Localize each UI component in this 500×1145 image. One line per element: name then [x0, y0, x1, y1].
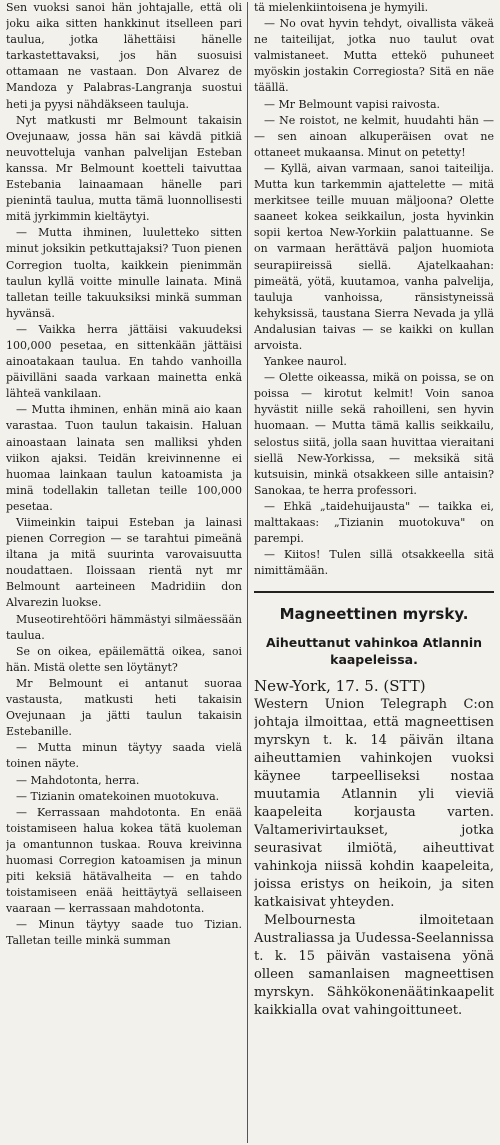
- article-headline: Magneettinen myrsky.: [279, 605, 469, 624]
- article-dateline: New-York, 17. 5. (STT): [254, 677, 426, 696]
- paragraph: — Vaikka herra jättäisi vakuudeksi 100,000 pesetaa, en sittenkään jättäisi ainoatakaan taulua. En tahdo vanhoilla päivilläni saada varkaan mainetta enkä lähteä vankilaan.: [6, 322, 242, 401]
- paragraph: — Kiitos! Tulen sillä otsakkeella sitä nimittämään.: [254, 548, 494, 578]
- section-rule: [254, 591, 494, 593]
- paragraph: — Mutta ihminen, luuletteko sitten minut joksikin petkuttajaksi? Tuon pienen Corregion tuolta, kaikkein pienimmän taulun kyllä voitte minulle lainata. Minä talletan teille takuuksiksi minkä summan hyvänsä.: [6, 226, 242, 320]
- paragraph: Museotirehtööri hämmästyi silmäessään taulua.: [6, 612, 242, 642]
- paragraph: — Mutta ihminen, enhän minä aio kaan varastaa. Tuon taulun takaisin. Haluan ainoastaan lainata sen malliksi yhden viikon ajaksi. Teidän kreivinnenne ei huomaa lainkaan taulun katoamista ja minä todellakin talletan teille 100,000 pesetaa.: [6, 403, 242, 513]
- paragraph: Sen vuoksi sanoi hän johtajalle, että oli joku aika sitten hankkinut itselleen pari taulua, jotka lähettäisi hänelle tarkastettavaksi, jos hän suosuisi ottamaan ne vastaan. Don Alvarez de Mandoza y Palabras-Langranja suostui heti ja pyysi nähdäkseen tauluja.: [6, 1, 242, 111]
- left-column: [6, 0, 242, 1145]
- paragraph: — Ne roistot, ne kelmit, huudahti hän — — sen ainoan alkuperäisen ovat ne ottaneet mukaansa. Minut on petetty!: [254, 113, 494, 159]
- paragraph: Se on oikea, epäilemättä oikea, sanoi hän. Mistä olette sen löytänyt?: [6, 644, 242, 674]
- paragraph: — Kyllä, aivan varmaan, sanoi taiteilija. Mutta kun tarkemmin ajattelette — mitä merkitsee teille muuan mäljoona? Olette saaneet kokea seikkailun, josta hyvinkin sopii kertoa New-Yorkiin palattuanne. Se on varmaan herättävä paljon huomiota seurapiireissä siellä. Ajatelkaahan: pimeätä, yötä, kuutamoa, vanha palvelija, tauluja vanhoissa, ränsistyneissä kehyksissä, taustana Sierra Nevada ja yllä Andalusian taivas — se kaikki on kullan arvoista.: [254, 161, 494, 352]
- article-paragraph: Western Union Telegraph C:on johtaja ilmoittaa, että magneettisen myrskyn t. k. 14 päivän iltana aiheuttamien vahinkojen vuoksi käynee tarpeelliseksi nostaa muutamia Atlannin yli vieviä kaapeleita korjausta varten. Valtamerivirtaukset, jotka seurasivat ilmiötä, aiheuttivat vahinkoja niissä kohdin kaapeleita, joissa eristys on heikoin, ja siten katkaisivat yhteyden.: [254, 697, 494, 911]
- article-paragraph: Melbournesta ilmoitetaan Australiassa ja Uudessa-Seelannissa t. k. 15 päivän vastaisena yönä olleen samanlaisen magneettisen myrskyn. Sähkökonenäätinkaapelit kaikkialla ovat vahingoittuneet.: [254, 913, 494, 1019]
- paragraph: Viimeinkin taipui Esteban ja lainasi pienen Corregion — se tarahtui pimeänä iltana ja mitä suurinta varovaisuutta noudattaen. Iloissaan rientä nyt mr Belmount aarteineen Madridiin don Alvarezin luokse.: [6, 516, 242, 610]
- paragraph: Yankee naurol.: [264, 355, 347, 369]
- paragraph: — Olette oikeassa, mikä on poissa, se on poissa — kirotut kelmit! Voin sanoa hyvästit niille sekä rahoilleni, sen hyvin huomaan. — Mutta tämä kallis seikkailu, selostus siitä, jolla saan huvittaa vieraitani siellä New-Yorkissa, — meksikä sitä kutsuisin, minkä otsakkeen sille antaisin? Sanokaa, te herra professori.: [254, 371, 494, 497]
- article-subhead: Aiheuttanut vahinkoa Atlannin kaapeleissa.: [265, 635, 483, 668]
- paragraph: — Ehkä „taidehuijausta" — taikka ei, malttakaas: „Tizianin muotokuva" on parempi.: [254, 499, 494, 546]
- paragraph: Mr Belmount ei antanut suoraa vastausta, matkusti heti takaisin Ovejunaan ja jätti taulun takaisin Estebanille.: [6, 676, 242, 739]
- right-column: [254, 0, 494, 1145]
- paragraph: Nyt matkusti mr Belmount takaisin Ovejunaaw, jossa hän sai kävdä pitkiä neuvotteluja vanhan palvelijan Esteban kanssa. Mr Belmount koetteli taivuttaa Estebania lainaamaan hänelle pari pienintä taulua, mutta tämä luonnollisesti mitä jyrkimmin kieltäytyi.: [6, 113, 242, 224]
- paragraph: — Mr Belmount vapisi raivosta.: [264, 97, 441, 111]
- paragraph: — Minun täytyy saade tuo Tizian. Talletan teille minkä summan: [6, 918, 242, 948]
- paragraph: — No ovat hyvin tehdyt, oivallista väkeä ne taiteilijat, jotka nuo taulut ovat valmistaneet. Mutta ettekö puhuneet myöskin jostakin Corregiosta? Sitä en näe täällä.: [254, 17, 494, 95]
- paragraph: — Tizianin omatekoinen muotokuva.: [16, 789, 220, 803]
- paragraph: — Kerrassaan mahdotonta. En enää toistamiseen halua kokea tätä kuoleman ja omantunnon tuskaa. Rouva kreivinna huomasi Corregion katoamisen ja minun piti keksiä hätävalheita — en tahdo toistamiseen enää heittäytyä sellaiseen vaaraan — kerrassaan mahdotonta.: [6, 805, 242, 916]
- column-divider: [247, 2, 248, 1143]
- paragraph: tä mielenkiintoisena je hymyili.: [254, 1, 429, 14]
- paragraph: — Mutta minun täytyy saada vielä toinen näyte.: [6, 741, 242, 771]
- paragraph: — Mahdotonta, herra.: [16, 773, 140, 787]
